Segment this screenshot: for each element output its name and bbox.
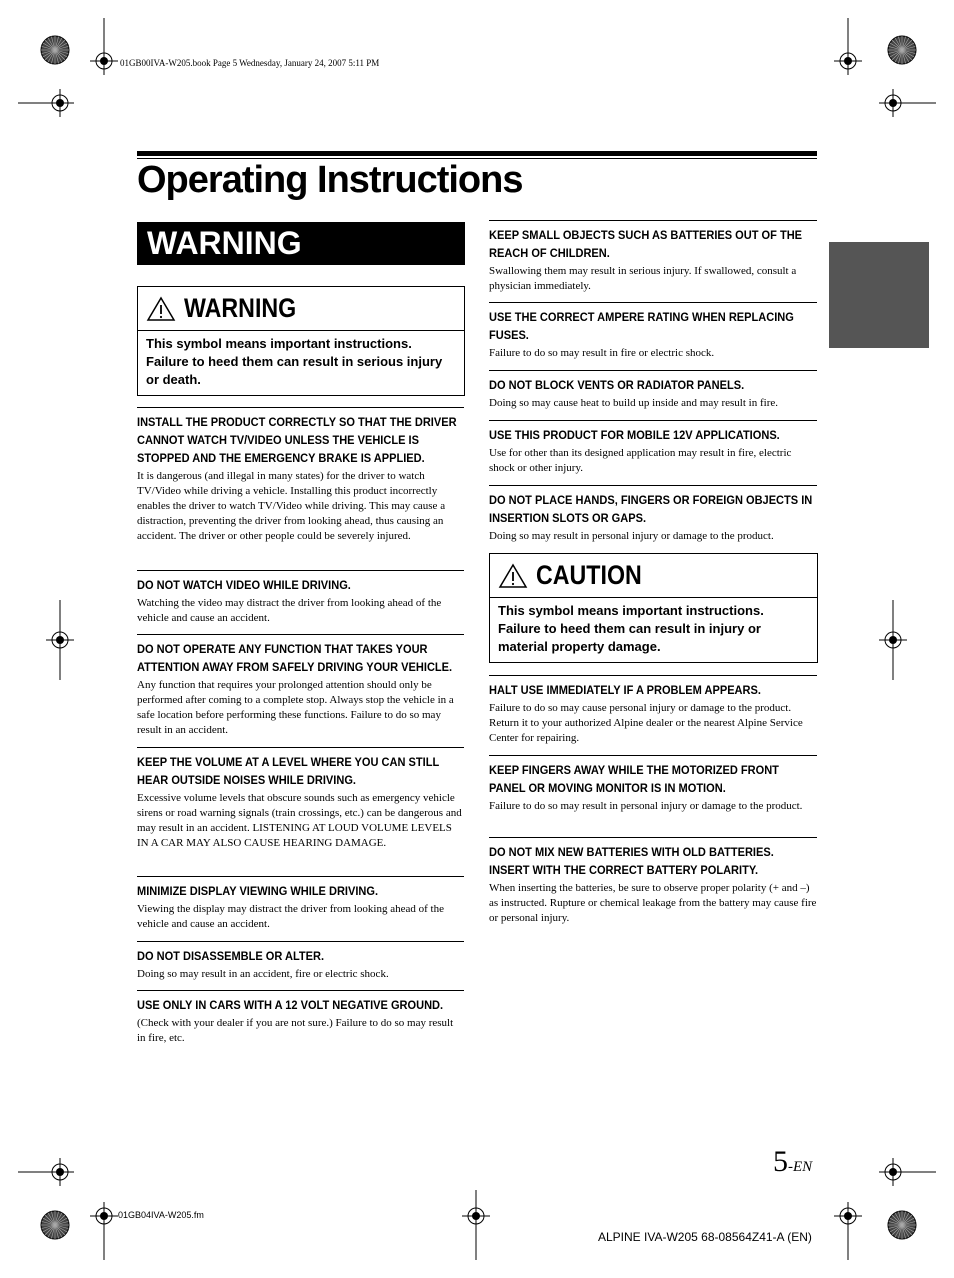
section-body: Any function that requires your prolonged attention should only be performed after coming to a complete stop. Always stop the vehicle in a safe location before performing these functions. Failure to do so may result in an accident. xyxy=(137,679,454,736)
section-heading: USE ONLY IN CARS WITH A 12 VOLT NEGATIVE GROUND. xyxy=(137,998,444,1012)
section xyxy=(137,747,464,851)
side-tab xyxy=(829,242,929,348)
warning-box-text: This symbol means important instructions. Failure to heed them can result in serious injury or death. xyxy=(146,336,443,387)
section-heading: KEEP THE VOLUME AT A LEVEL WHERE YOU CAN STILL HEAR OUTSIDE NOISES WHILE DRIVING. xyxy=(137,755,440,787)
caution-box-heading: CAUTION xyxy=(536,560,642,590)
caution-triangle-icon xyxy=(498,563,528,589)
footer-file: 01GB04IVA-W205.fm xyxy=(118,1210,204,1220)
section-body: Failure to do so may result in fire or electric shock. xyxy=(489,347,715,359)
section xyxy=(489,675,817,746)
section-heading: DO NOT OPERATE ANY FUNCTION THAT TAKES YOUR ATTENTION AWAY FROM SAFELY DRIVING YOUR VEHICLE. xyxy=(137,642,453,674)
section-heading: USE THIS PRODUCT FOR MOBILE 12V APPLICATIONS. xyxy=(489,428,780,442)
section xyxy=(489,420,817,476)
section xyxy=(489,837,817,926)
section xyxy=(489,755,817,814)
header-book-info: 01GB00IVA-W205.book Page 5 Wednesday, January 24, 2007 5:11 PM xyxy=(120,58,380,68)
section-heading: INSTALL THE PRODUCT CORRECTLY SO THAT THE DRIVER CANNOT WATCH TV/VIDEO UNLESS THE VEHICLE IS STOPPED AND THE EMERGENCY BRAKE IS APPLIED. xyxy=(137,415,457,465)
section-body: When inserting the batteries, be sure to observe proper polarity (+ and –) as instructed. Rupture or chemical leakage from the battery may cause fire or personal injury. xyxy=(489,882,817,924)
warning-box xyxy=(137,286,465,396)
warning-box-heading: WARNING xyxy=(184,293,297,323)
section-body: Use for other than its designed application may result in fire, electric shock or other injury. xyxy=(489,447,792,474)
section-body: (Check with your dealer if you are not sure.) Failure to do so may result in fire, etc. xyxy=(137,1017,454,1044)
section-body: It is dangerous (and illegal in many states) for the driver to watch TV/Video while driving a vehicle. Installing this product incorrectly enables the driver to watch TV/Video while driving. This may cause a distraction, preventing the driver from looking ahead, thus causing an accident. The driver or other people could be severely injured. xyxy=(137,470,446,542)
section-body: Doing so may result in an accident, fire or electric shock. xyxy=(137,968,389,980)
warning-box-header xyxy=(138,287,464,331)
section xyxy=(137,634,464,738)
page-number xyxy=(773,1145,812,1179)
caution-box-header xyxy=(490,554,817,598)
section-body: Failure to do so may cause personal injury or damage to the product. Return it to your authorized Alpine dealer or the nearest Alpine Service Center for repairing. xyxy=(489,702,803,744)
caution-box xyxy=(489,553,818,663)
section-body: Failure to do so may result in personal injury or damage to the product. xyxy=(489,800,803,812)
warning-triangle-icon xyxy=(146,296,176,322)
section-body: Watching the video may distract the driver from looking ahead of the vehicle and cause an accident. xyxy=(137,597,442,624)
section-body: Viewing the display may distract the driver from looking ahead of the vehicle and cause an accident. xyxy=(137,903,444,930)
section xyxy=(489,302,817,361)
section-heading: MINIMIZE DISPLAY VIEWING WHILE DRIVING. xyxy=(137,884,379,898)
warning-banner: WARNING xyxy=(137,222,465,265)
section xyxy=(137,941,464,982)
section-body: Doing so may result in personal injury or damage to the product. xyxy=(489,530,774,542)
section-heading: USE THE CORRECT AMPERE RATING WHEN REPLACING FUSES. xyxy=(489,310,794,342)
section-heading: DO NOT MIX NEW BATTERIES WITH OLD BATTERIES. INSERT WITH THE CORRECT BATTERY POLARITY. xyxy=(489,845,774,877)
section xyxy=(489,485,817,544)
section-heading: DO NOT DISASSEMBLE OR ALTER. xyxy=(137,949,325,963)
section xyxy=(137,990,464,1046)
caution-box-text: This symbol means important instructions. Failure to heed them can result in injury or material property damage. xyxy=(498,603,764,654)
section xyxy=(137,407,464,544)
page-title: Operating Instructions xyxy=(137,159,523,201)
section-heading: DO NOT WATCH VIDEO WHILE DRIVING. xyxy=(137,578,351,592)
section-heading: KEEP FINGERS AWAY WHILE THE MOTORIZED FRONT PANEL OR MOVING MONITOR IS IN MOTION. xyxy=(489,763,779,795)
page-number-suffix: -EN xyxy=(788,1159,813,1175)
section xyxy=(489,370,817,411)
section xyxy=(137,876,464,932)
section-body: Doing so may cause heat to build up inside and may result in fire. xyxy=(489,397,778,409)
section-heading: DO NOT PLACE HANDS, FINGERS OR FOREIGN OBJECTS IN INSERTION SLOTS OR GAPS. xyxy=(489,493,813,525)
section-heading: DO NOT BLOCK VENTS OR RADIATOR PANELS. xyxy=(489,378,745,392)
section-body: Swallowing them may result in serious injury. If swallowed, consult a physician immediately. xyxy=(489,265,797,292)
section-heading: HALT USE IMMEDIATELY IF A PROBLEM APPEARS. xyxy=(489,683,761,697)
section-body: Excessive volume levels that obscure sounds such as emergency vehicle sirens or road warning signals (train crossings, etc.) can be dangerous and may result in an accident. LISTENING AT LOUD VOLUME LEVELS IN A CAR MAY ALSO CAUSE HEARING DAMAGE. xyxy=(137,792,462,849)
page-number-value: 5 xyxy=(773,1145,788,1178)
footer-model: ALPINE IVA-W205 68-08564Z41-A (EN) xyxy=(598,1230,812,1244)
section xyxy=(137,570,464,626)
title-rule xyxy=(137,151,817,156)
section xyxy=(489,220,817,294)
section-heading: KEEP SMALL OBJECTS SUCH AS BATTERIES OUT OF THE REACH OF CHILDREN. xyxy=(489,228,803,260)
